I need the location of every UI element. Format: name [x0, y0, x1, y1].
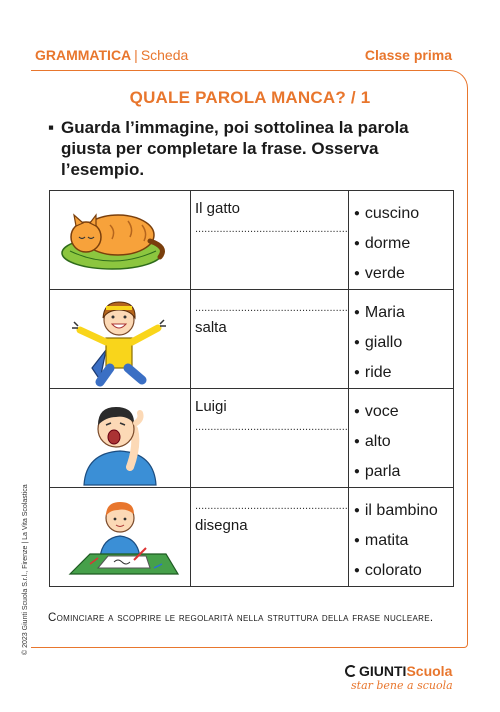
options-cell [348, 389, 453, 488]
option-item[interactable]: ● colorato [354, 556, 453, 586]
table-row [50, 290, 454, 389]
phrase-words: Il gatto [195, 200, 241, 217]
answer-line[interactable]: .................................................. [195, 421, 348, 433]
header-subject [35, 47, 188, 63]
picture-cell [50, 488, 191, 587]
exercise-table [49, 190, 454, 587]
logo-brand-accent: Scuola [406, 663, 453, 679]
publisher-logo [345, 663, 465, 692]
g-logo-icon [345, 665, 357, 677]
options-cell [348, 290, 453, 389]
logo-brand: GIUNTI [359, 663, 407, 679]
instruction-bullet: ▪ [48, 118, 55, 137]
option-item[interactable]: ● giallo [354, 328, 453, 358]
phrase-cell [191, 290, 349, 389]
table-row [50, 389, 454, 488]
learning-objective: Cominciare a scoprire le regolarità nella struttura della frase nucleare. [48, 612, 434, 624]
option-item[interactable]: ● verde [354, 259, 453, 289]
header-separator: | [134, 47, 138, 63]
instruction-text: Guarda l’immagine, poi sottolinea la parola giusta per completare la frase. Osserva l’esempio. [61, 118, 409, 179]
logo-wordmark [345, 663, 465, 679]
grade-label: Classe prima [364, 47, 452, 63]
sheet-type-label: Scheda [140, 47, 189, 63]
options-cell [348, 191, 453, 290]
phrase-cell [191, 488, 349, 587]
table-row [50, 488, 454, 587]
phrase-cell [191, 191, 349, 290]
option-item[interactable]: ● parla [354, 457, 453, 487]
phrase-words: salta [195, 319, 227, 336]
picture-cell [50, 389, 191, 488]
picture-cell [50, 191, 191, 290]
option-item[interactable]: ● dorme [354, 229, 453, 259]
table-row [50, 191, 454, 290]
options-cell [348, 488, 453, 587]
option-item[interactable]: ● matita [354, 526, 453, 556]
phrase-words: disegna [195, 517, 248, 534]
option-item[interactable]: ● voce [354, 397, 453, 427]
option-item[interactable]: ● cuscino [354, 199, 453, 229]
drawing-boy-icon [50, 488, 190, 586]
yelling-boy-icon [50, 389, 190, 487]
option-item[interactable]: ● ride [354, 358, 453, 388]
answer-line[interactable]: .................................................. [195, 500, 348, 512]
sleeping-cat-icon [50, 191, 190, 289]
page-title: QUALE PAROLA MANCA? / 1 [129, 88, 371, 107]
option-item[interactable]: ● alto [354, 427, 453, 457]
logo-tagline: star bene a scuola [351, 679, 453, 692]
subject-label: GRAMMATICA [35, 47, 132, 63]
option-item[interactable]: ● il bambino [354, 496, 453, 526]
phrase-words: Luigi [195, 398, 227, 415]
picture-cell [50, 290, 191, 389]
option-item[interactable]: ● Maria [354, 298, 453, 328]
answer-line[interactable]: .................................................. [195, 223, 348, 235]
phrase-cell [191, 389, 349, 488]
instruction [48, 117, 448, 180]
jumping-girl-icon [50, 290, 190, 388]
copyright-notice: © 2023 Giunti Scuola S.r.l., Firenze | La Vita Scolastica [22, 484, 29, 655]
answer-line[interactable]: .................................................. [195, 302, 348, 314]
